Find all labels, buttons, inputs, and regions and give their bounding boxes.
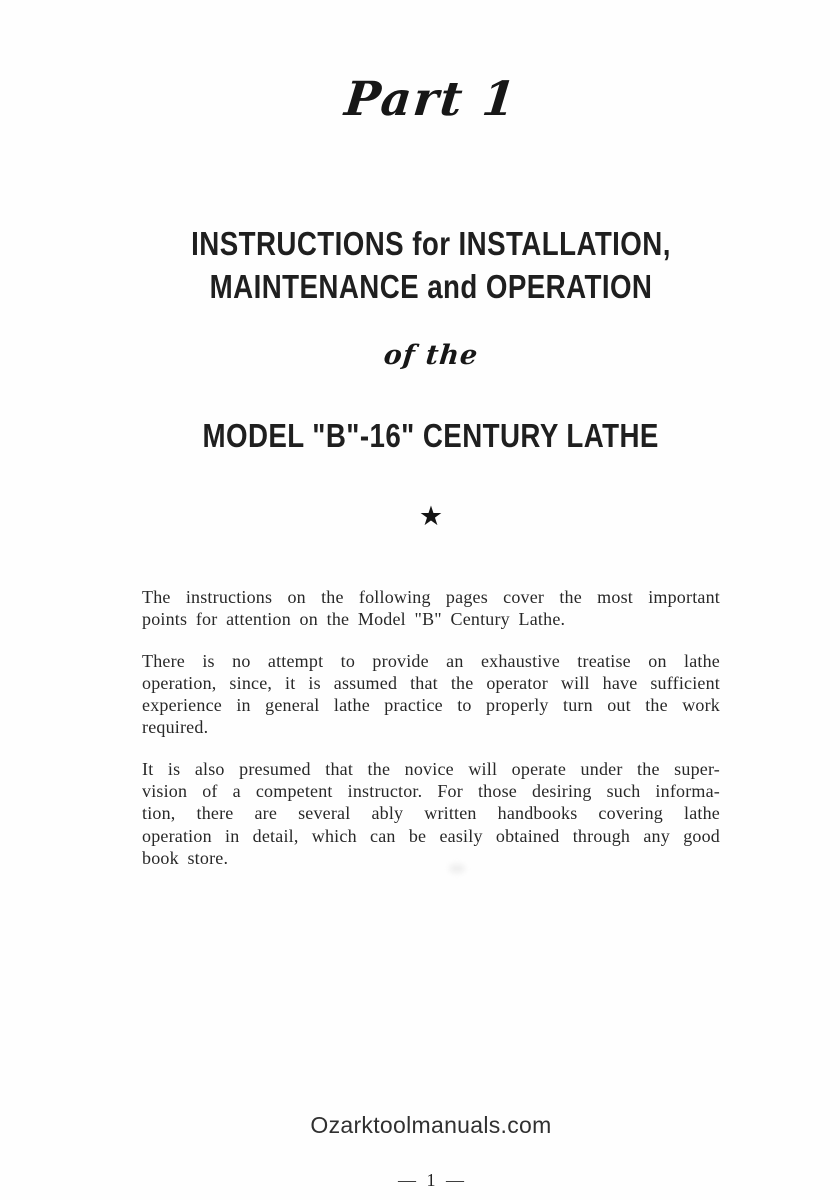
paragraph-line: There is no attempt to provide an exhaustive treatise on lathe (142, 650, 720, 671)
body-paragraph-1 (142, 586, 720, 631)
body-copy (142, 586, 720, 888)
paragraph-line: operation in detail, which can be easily obtained through any good (142, 825, 720, 846)
main-heading-line-1: INSTRUCTIONS for INSTALLATION, (191, 225, 671, 262)
paragraph-line: tion, there are several ably written handbooks covering lathe (142, 803, 720, 824)
paragraph-line: points for attention on the Model "B" Century Lathe. (142, 609, 566, 630)
paragraph-line: required. (142, 717, 209, 738)
paragraph-line: book store. (142, 847, 229, 868)
main-heading-line-2: MAINTENANCE and OPERATION (209, 268, 653, 305)
paragraph-line: The instructions on the following pages cover the most important (142, 587, 720, 607)
page-number: — 1 — (398, 1170, 464, 1190)
body-paragraph-3 (142, 758, 720, 869)
subheading-of-the: of the (382, 340, 480, 371)
paragraph-line: It is also presumed that the novice will operate under the super- (142, 758, 720, 779)
paragraph-line: vision of a competent instructor. For those desiring such informa- (142, 781, 720, 802)
star-icon: ★ (418, 501, 444, 531)
main-heading (22, 222, 840, 308)
scan-smudge (449, 864, 465, 873)
paragraph-line: experience in general lathe practice to properly turn out the work (142, 695, 720, 716)
paragraph-line: operation, since, it is assumed that the operator will have sufficient (142, 672, 720, 693)
body-paragraph-2 (142, 650, 720, 739)
model-title (22, 417, 840, 455)
watermark-text: Ozarktoolmanuals.com (310, 1112, 552, 1138)
part-title: Part 1 (342, 72, 520, 127)
model-title-text: MODEL "B"-16" CENTURY LATHE (202, 417, 660, 454)
